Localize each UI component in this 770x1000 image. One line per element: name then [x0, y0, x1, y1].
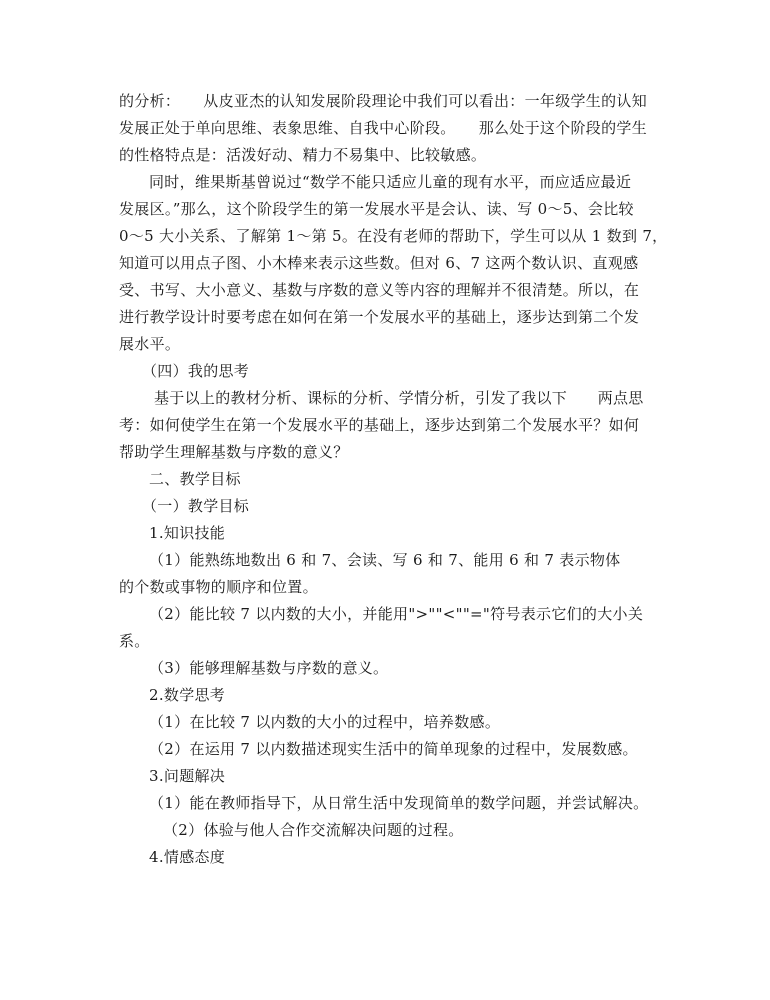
subsection-heading: 3.问题解决: [149, 767, 226, 785]
section-heading: 二、教学目标: [149, 470, 241, 488]
text-line: 发展区。”那么，这个阶段学生的第一发展水平是会认、读、写 0～5、会比较: [119, 200, 634, 218]
list-item: （1）能在教师指导下，从日常生活中发现简单的数学问题，并尝试解决。: [149, 794, 649, 812]
text-line: 知道可以用点子图、小木棒来表示这些数。但对 6、7 这两个数认识、直观感: [119, 254, 639, 272]
subsection-heading: 2.数学思考: [149, 686, 226, 704]
text-line: 的分析： 从皮亚杰的认知发展阶段理论中我们可以看出：一年级学生的认知: [119, 92, 648, 110]
list-item: （1）在比较 7 以内数的大小的过程中，培养数感。: [149, 713, 501, 731]
text-line: 的个数或事物的顺序和位置。: [119, 578, 318, 596]
list-item: （1）能熟练地数出 6 和 7、会读、写 6 和 7、能用 6 和 7 表示物体: [149, 551, 621, 569]
subsection-heading: 4.情感态度: [149, 848, 226, 866]
text-line: 基于以上的教材分析、课标的分析、学情分析，引发了我以下 两点思: [154, 389, 644, 407]
text-line: 考：如何使学生在第一个发展水平的基础上，逐步达到第二个发展水平？如何: [119, 416, 640, 434]
text-line: 进行教学设计时要考虑在如何在第一个发展水平的基础上，逐步达到第二个发: [119, 308, 640, 326]
list-item: （2）能比较 7 以内数的大小，并能用">""<""="符号表示它们的大小关: [149, 605, 644, 623]
list-item: （3）能够理解基数与序数的意义。: [149, 659, 389, 677]
text-line: 的性格特点是：活泼好动、精力不易集中、比较敏感。: [119, 146, 487, 164]
subsection-heading: 1.知识技能: [149, 524, 226, 542]
text-line: 同时，维果斯基曾说过“数学不能只适应儿童的现有水平，而应适应最近: [149, 173, 632, 191]
text-line: 发展正处于单向思维、表象思维、自我中心阶段。 那么处于这个阶段的学生: [119, 119, 648, 137]
section-heading: （一）教学目标: [142, 497, 250, 515]
text-line: 展水平。: [119, 335, 181, 353]
text-line: 0～5 大小关系、了解第 1～第 5。在没有老师的帮助下，学生可以从 1 数到 7，: [119, 227, 668, 245]
text-line: 帮助学生理解基数与序数的意义？: [119, 443, 349, 461]
section-heading: （四）我的思考: [142, 362, 250, 380]
list-item: （2）体验与他人合作交流解决问题的过程。: [163, 821, 464, 839]
text-line: 系。: [119, 632, 150, 650]
text-line: 受、书写、大小意义、基数与序数的意义等内容的理解并不很清楚。所以，在: [119, 281, 640, 299]
list-item: （2）在运用 7 以内数描述现实生活中的简单现象的过程中，发展数感。: [149, 740, 638, 758]
